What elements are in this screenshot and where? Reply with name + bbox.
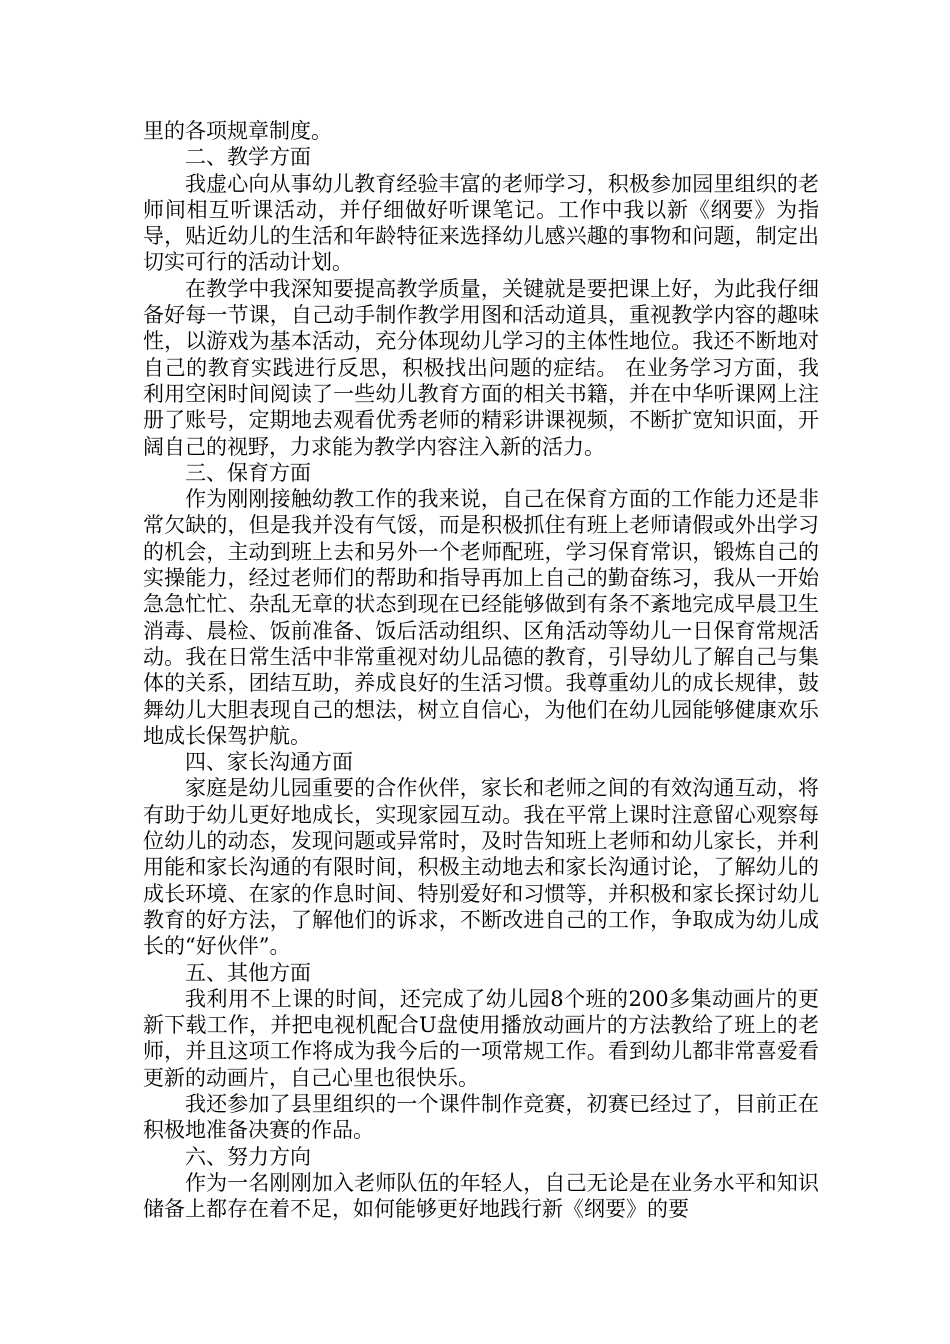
paragraph-teaching-2: 在教学中我深知要提高教学质量，关键就是要把课上好，为此我仔细备好每一节课，自己动手制作教学用图和活动道具，重视教学内容的趣味性，以游戏为基本活动，充分体现幼儿学习的主体性地位。我还不断地对自己的教育实践进行反思，积极找出问题的症结。 在业务学习方面，我利用空闲时间阅读了一些幼儿教育方面的相关书籍，并在中华听课网上注册了账号，定期地去观看优秀老师的精彩讲课视频，不断扩宽知识面，开阔自己的视野，力求能为教学内容注入新的活力。 — [143, 276, 819, 459]
paragraph-teaching-1: 我虚心向从事幼儿教育经验丰富的老师学习，积极参加园里组织的老师间相互听课活动，并仔细做好听课笔记。工作中我以新《纲要》为指导，贴近幼儿的生活和年龄特征来选择幼儿感兴趣的事物和问题，制定出切实可行的活动计划。 — [143, 171, 819, 275]
document-body — [143, 118, 819, 1222]
section-heading-childcare: 三、保育方面 — [185, 460, 311, 485]
paragraph-other-2: 我还参加了县里组织的一个课件制作竞赛，初赛已经过了，目前正在积极地准备决赛的作品。 — [143, 1091, 819, 1143]
section-heading-direction: 六、努力方向 — [185, 1144, 311, 1169]
paragraph-continued: 里的各项规章制度。 — [143, 119, 332, 143]
paragraph-other-1: 我利用不上课的时间，还完成了幼儿园8个班的200多集动画片的更新下载工作，并把电视机配合U盘使用播放动画片的方法教给了班上的老师，并且这项工作将成为我今后的一项常规工作。看到幼儿都非常喜爱看更新的动画片，自己心里也很快乐。 — [143, 986, 819, 1090]
paragraph-parent-communication: 家庭是幼儿园重要的合作伙伴，家长和老师之间的有效沟通互动，将有助于幼儿更好地成长，实现家园互动。我在平常上课时注意留心观察每位幼儿的动态，发现问题或异常时，及时告知班上老师和幼儿家长，并利用能和家长沟通的有限时间，积极主动地去和家长沟通讨论，了解幼儿的成长环境、在家的作息时间、特别爱好和习惯等，并积极和家长探讨幼儿教育的好方法，了解他们的诉求，不断改进自己的工作，争取成为幼儿成长的“好伙伴”。 — [143, 776, 819, 959]
section-heading-teaching: 二、教学方面 — [185, 145, 311, 170]
section-heading-other: 五、其他方面 — [185, 960, 311, 985]
paragraph-childcare: 作为刚刚接触幼教工作的我来说，自己在保育方面的工作能力还是非常欠缺的，但是我并没有气馁，而是积极抓住有班上老师请假或外出学习的机会，主动到班上去和另外一个老师配班，学习保育常识，锻炼自己的实操能力，经过老师们的帮助和指导再加上自己的勤奋练习，我从一开始急急忙忙、杂乱无章的状态到现在已经能够做到有条不紊地完成早晨卫生消毒、晨检、饭前准备、饭后活动组织、区角活动等幼儿一日保育常规活动。我在日常生活中非常重视对幼儿品德的教育，引导幼儿了解自己与集体的关系，团结互助，养成良好的生活习惯。我尊重幼儿的成长规律，鼓舞幼儿大胆表现自己的想法，树立自信心，为他们在幼儿园能够健康欢乐地成长保驾护航。 — [143, 487, 819, 748]
section-heading-parent-communication: 四、家长沟通方面 — [185, 750, 353, 775]
paragraph-direction: 作为一名刚刚加入老师队伍的年轻人，自己无论是在业务水平和知识储备上都存在着不足，如何能够更好地践行新《纲要》的要 — [143, 1170, 819, 1222]
